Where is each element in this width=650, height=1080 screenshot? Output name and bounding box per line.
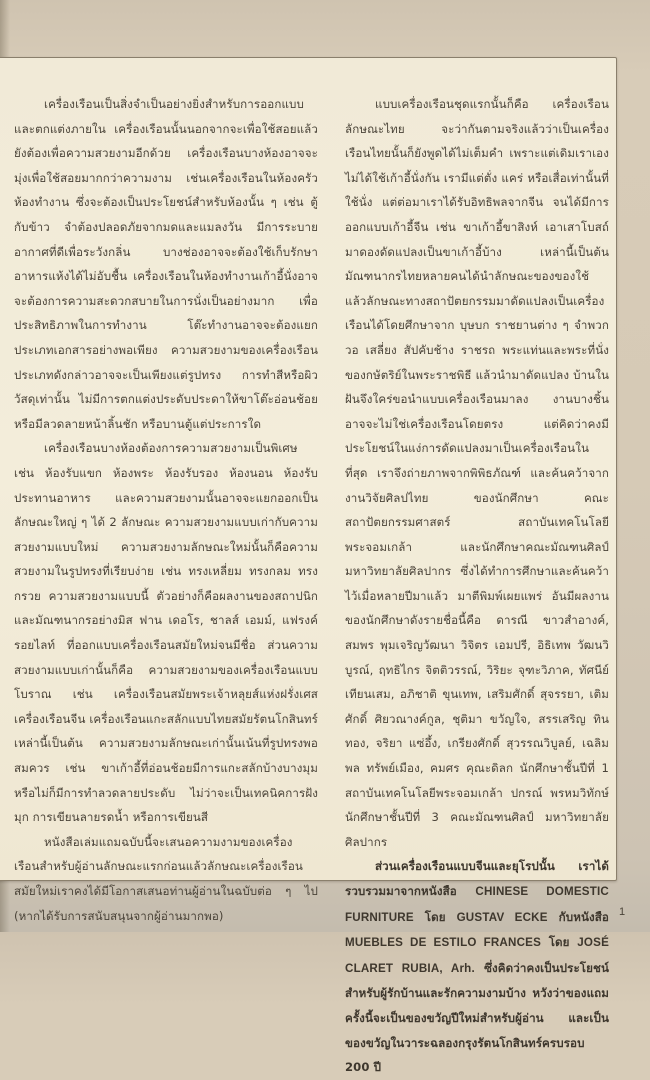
author-jose-claret-rubia: JOSÉ CLARET RUBIA, Arh. bbox=[345, 936, 609, 975]
sources-text-2: โดย bbox=[413, 909, 457, 924]
sources-text-3: กับหนังสือ bbox=[547, 909, 609, 924]
page-number: 1 bbox=[619, 906, 626, 918]
left-column bbox=[14, 92, 318, 928]
book-title-muebles-de-estilo-frances: MUEBLES DE ESTILO FRANCES bbox=[345, 936, 542, 950]
sources-text-4: โดย bbox=[541, 935, 578, 950]
sources-text-1: ส่วนเครื่องเรือนแบบจีนและยุโรปนั้น เราได้รวบรวมมาจากหนังสือ bbox=[345, 859, 609, 898]
intro-paragraph: เครื่องเรือนเป็นสิ่งจำเป็นอย่างยิ่งสำหรับการออกแบบและตกแต่งภายใน เครื่องเรือนนั้นนอกจากจะเพื่อใช้สอยแล้ว ยังต้องเพื่อความสวยงามอีกด้วย เครื่องเรือนบางห้องอาจจะมุ่งเพื่อใช้สอยมากกว่าความงาม เช่นเครื่องเรือนในห้องครัว ห้องทำงาน ซึ่งจะต้องเป็นประโยชน์สำหรับห้องนั้น ๆ เช่น ตู้กับข้าว จำต้องปลอดภัยจากมดและแมลงวัน มีการระบายอากาศที่ดีเพื่อระวังกลิ่น บางช่องอาจจะต้องใช้เก็บรักษาอาหารแห้งได้ไม่อับชื้น เครื่องเรือนในห้องทำงานเก้าอี้นั่งอาจจะต้องการความสะดวกสบายในการนั่งเป็นอย่างมาก เพื่อประสิทธิภาพในการทำงาน โต๊ะทำงานอาจจะต้องแยกประเภทเอกสารอย่างพอเพียง ความสวยงามของเครื่องเรือนประเภทดังกล่าวอาจจะเป็นเพียงแต่รูปทรง การทำสีหรือผิววัสดุเท่านั้น ไม่มีการตกแต่งประดับประดาให้ขาโต๊ะอ่อนช้อย หรือมีลวดลายหน้าลิ้นชัก หรือบานตู้แต่ประการใด bbox=[14, 97, 318, 431]
beauty-types-paragraph: เครื่องเรือนบางห้องต้องการความสวยงามเป็นพิเศษ เช่น ห้องรับแขก ห้องพระ ห้องรับรอง ห้องนอน ห้องรับประทานอาหาร และความสวยงามนั้นอาจจะแยกออกเป็นลักษณะใหญ่ ๆ ได้ 2 ลักษณะ ความสวยงามแบบเก่ากับความสวยงามแบบใหม่ ความสวยงามลักษณะใหม่นั้นก็คือความสวยงามในรูปทรงที่เรียบง่าย เช่น ทรงเหลี่ยม ทรงกลม ทรงกรวย ความสวยงามแบบนี้ ตัวอย่างก็คือผลงานของสถาปนิกและมัณฑนากรอย่างมิส ฟาน เดอโร, ชาลส์ เอมม์, แฟรงค์ รอยไลท์ ที่ออกแบบเครื่องเรือนสมัยใหม่จนมีชื่อ ส่วนความสวยงามแบบเก่านั้นก็คือ ความสวยงามของเครื่องเรือนแบบโบราณ เช่น เครื่องเรือนสมัยพระเจ้าหลุยส์แห่งฝรั่งเศส เครื่องเรือนจีน เครื่องเรือนแกะสลักแบบไทยสมัยรัตนโกสินทร์ เหล่านี้เป็นต้น ความสวยงามลักษณะเก่านั้นเน้นที่รูปทรงพอสมควร เช่น ขาเก้าอี้ที่อ่อนช้อยมีการแกะสลักบ้างบางมุม หรือไม่ก็มีการทำลวดลายประดับ ไม่ว่าจะเป็นเทคนิคการฝังมุก การเขียนลายรดน้ำ หรือการเขียนสี bbox=[14, 441, 318, 825]
sources-text-5: ซึ่งคิดว่าคงเป็นประโยชน์สำหรับผู้รักบ้านและรักความงามบ้าง หวังว่าของแถมครั้งนี้จะเป็นของขวัญปีใหม่สำหรับผู้อ่าน และเป็นของขวัญในวาระฉลองกรุงรัตนโกสินทร์ครบรอบ 200 ปี bbox=[345, 960, 609, 1075]
sources-paragraph bbox=[345, 854, 609, 1079]
supplement-note-paragraph: หนังสือเล่มแถมฉบับนี้จะเสนอความงามของเครื่องเรือนสำหรับผู้อ่านลักษณะแรกก่อนแล้วลักษณะเครื่องเรือนสมัยใหม่เราคงได้มีโอกาสเสนอท่านผู้อ่านในฉบับต่อ ๆ ไป (หากได้รับการสนับสนุนจากผู้อ่านมากพอ) bbox=[14, 834, 318, 923]
book-title-chinese-domestic-furniture: CHINESE DOMESTIC FURNITURE bbox=[345, 885, 609, 924]
author-gustav-ecke: GUSTAV ECKE bbox=[456, 910, 548, 924]
thai-furniture-paragraph: แบบเครื่องเรือนชุดแรกนั้นก็คือ เครื่องเรือนลักษณะไทย จะว่ากันตามจริงแล้วว่าเป็นเครื่องเรือนไทยนั้นก็ยังพูดได้ไม่เต็มคำ เพราะแต่เดิมเราเองไม่ได้ใช้เก้าอี้นั่งกัน เรามีแต่ตั่ง แคร่ หรือเสื่อเท่านั้นที่ใช้นั่ง แต่ต่อมาเราได้รับอิทธิพลจากจีน จนได้มีการออกแบบเก้าอี้จีน เช่น ขาเก้าอี้ขาสิงห์ เอาเสาโบสถ์มาดองดัดแปลงเป็นขาเก้าอี้บ้าง เหล่านี้เป็นต้น มัณฑนากรไทยหลายคนได้นำลักษณะของของใช้แล้วลักษณะทางสถาปัตยกรรมมาดัดแปลงเป็นเครื่องเรือนได้โดยศึกษาจาก บุษบก ราชยานต่าง ๆ จำพวก วอ เสลี่ยง สัปคับช้าง ราชรถ พระแท่นและพระที่นั่งของกษัตริย์ในพระราชพิธี แล้วนำมาดัดแปลง บ้านในฝันจึงใคร่ขอนำแบบเครื่องเรือนมาลง งานบางชิ้นอาจจะไม่ใช่เครื่องเรือนโดยตรง แต่คิดว่าคงมีประโยชน์ในแง่การดัดแปลงมาเป็นเครื่องเรือนในที่สุด เราจึงถ่ายภาพจากพิพิธภัณฑ์ และค้นคว้าจากงานวิจัยศิลปไทย ของนักศึกษา คณะสถาปัตยกรรมศาสตร์ สถาบันเทคโนโลยีพระจอมเกล้า และนักศึกษาคณะมัณฑนศิลป์ มหาวิทยาลัยศิลปากร ซึ่งได้ทำการศึกษาและค้นคว้าไว้เมื่อหลายปีมาแล้ว มาตีพิมพ์เผยแพร่ อันมีผลงานของนักศึกษาดังรายชื่อนี้คือ ดารณี ขาวสำอางค์, สมพร พุมเจริญวัฒนา วิจิตร เอมปรี, อิธิเทพ วัฒนวิบูรณ์, ฤทธิไกร จิตติวรรณ์, วิริยะ จุฑะวิภาค, ทัศนีย์ เทียนเสม, อภิชาติ ขุนเทพ, เสริมศักดิ์ สุจรรยา, เติมศักดิ์ ศิยวณางค์กูล, ชุติมา ขวัญใจ, สรรเสริญ ทินทอง, จริยา แซ่อึ้ง, เกรียงศักดิ์ สุวรรณวิบูลย์, เฉลิมพล ทรัพย์เมือง, คมศร คุณะดิลก นักศึกษาชั้นปีที่ 1 สถาบันเทคโนโลยีพระจอมเกล้า ปกรณ์ พรหมวิทักษ์ นักศึกษาชั้นปีที่ 3 คณะมัณฑนศิลป์ มหาวิทยาลัยศิลปากร bbox=[345, 97, 609, 849]
